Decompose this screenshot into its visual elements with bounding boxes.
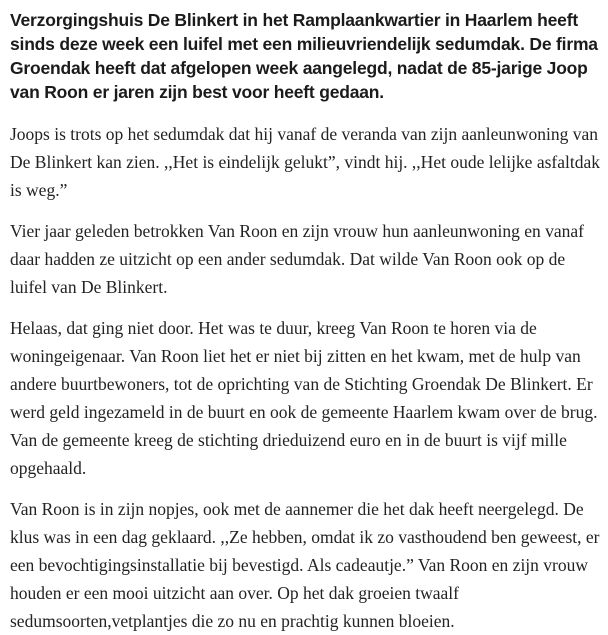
- article-paragraph-2: Vier jaar geleden betrokken Van Roon en zijn vrouw hun aanleunwoning en vanaf daar hadden ze uitzicht op een ander sedumdak. Dat wilde Van Roon ook op de luifel van De Blinkert.: [10, 221, 584, 297]
- article-paragraph-1: Joops is trots op het sedumdak dat hij vanaf de veranda van zijn aanleunwoning van De Blinkert kan zien. ,,Het is eindelijk gelukt”, vindt hij. ,,Het oude lelijke asfaltdak is weg.”: [10, 124, 600, 200]
- article-paragraph-3: Helaas, dat ging niet door. Het was te duur, kreeg Van Roon te horen via de woningeigenaar. Van Roon liet het er niet bij zitten en het kwam, met de hulp van andere buurtbewoners, tot de oprichting van de Stichting Groendak De Blinkert. Er werd geld ingezameld in de buurt en ook de gemeente Haarlem kwam over de brug. Van de gemeente kreeg de stichting drieduizend euro en in de buurt is vijf mille opgehaald.: [10, 318, 598, 478]
- article-lead-paragraph: Verzorgingshuis De Blinkert in het Ramplaankwartier in Haarlem heeft sinds deze week een luifel met een milieuvriendelijk sedumdak. De firma Groendak heeft dat afgelopen week aangelegd, nadat de 85-jarige Joop van Roon er jaren zijn best voor heeft gedaan.: [10, 10, 598, 102]
- article-paragraph-4: Van Roon is in zijn nopjes, ook met de aannemer die het dak heeft neergelegd. De klus was in een dag geklaard. ,,Ze hebben, omdat ik zo vasthoudend ben geweest, er een bevochtigingsinstallatie bij bevestigd. Als cadeautje.” Van Roon en zijn vrouw houden er een mooi uitzicht aan over. Op het dak groeien twaalf sedumsoorten,vetplantjes die zo nu en prachtig kunnen bloeien.: [10, 499, 600, 631]
